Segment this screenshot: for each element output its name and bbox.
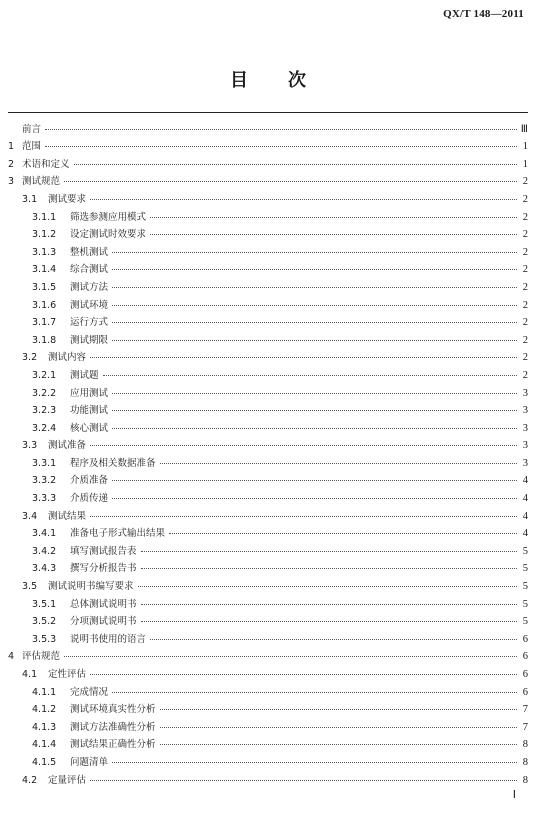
toc-entry-page: 3 <box>522 457 528 469</box>
toc-entry[interactable] <box>8 627 528 645</box>
toc-entry-page: 6 <box>522 686 528 698</box>
toc-entry[interactable] <box>8 152 528 170</box>
toc-entry-page: 1 <box>522 141 528 153</box>
toc-entry-page: 2 <box>522 352 528 364</box>
toc-entry-page: 6 <box>522 669 528 680</box>
dot-leader <box>45 146 517 147</box>
toc-entry-number: 3.4 <box>22 510 38 522</box>
toc-entry-number: 3.3.3 <box>32 493 57 505</box>
toc-entry-label: 总体测试说明书 <box>70 598 137 610</box>
toc-entry-label: 测试结果 <box>48 510 87 522</box>
toc-entry-page: 7 <box>522 704 528 716</box>
dot-leader <box>141 568 517 569</box>
toc-entry[interactable] <box>8 768 528 786</box>
dot-leader <box>64 656 517 657</box>
toc-entry-page: 8 <box>522 739 528 751</box>
toc-entry-label: 介质准备 <box>70 475 109 487</box>
standard-code: QX/T 148—2011 <box>443 8 524 20</box>
dot-leader <box>141 551 517 552</box>
toc-entry-label: 测试环境 <box>70 299 109 311</box>
toc-entry-label: 评估规范 <box>22 651 61 663</box>
toc-entry[interactable] <box>8 328 528 346</box>
dot-leader <box>160 744 517 745</box>
toc-entry[interactable] <box>8 381 528 399</box>
toc-entry-page: 2 <box>522 193 528 205</box>
toc-entry-label: 准备电子形式输出结果 <box>70 528 166 540</box>
toc-entry[interactable] <box>8 258 528 276</box>
toc-entry-number: 4.1.4 <box>32 739 57 751</box>
toc-entry-number: 3.5.3 <box>32 633 57 645</box>
toc-entry[interactable] <box>8 592 528 610</box>
dot-leader <box>160 463 517 464</box>
toc-entry-label: 说明书使用的语言 <box>70 633 147 645</box>
toc-entry[interactable] <box>8 680 528 698</box>
toc-entry-label: 定量评估 <box>48 774 87 786</box>
toc-entry-label: 应用测试 <box>70 387 109 399</box>
dot-leader <box>112 269 517 270</box>
toc-entry-page: 4 <box>522 493 528 505</box>
dot-leader <box>45 129 517 130</box>
toc-entry-label: 测试方法 <box>70 281 109 293</box>
toc-entry[interactable] <box>8 610 528 628</box>
toc-entry-number: 3.1.7 <box>32 317 57 329</box>
toc-entry-page: 2 <box>522 246 528 258</box>
dot-leader <box>141 621 517 622</box>
toc-entry[interactable] <box>8 434 528 452</box>
toc-entry-page: 2 <box>522 281 528 293</box>
page-title <box>0 66 536 92</box>
header-rule <box>8 112 528 113</box>
toc-entry-number: 3.1.3 <box>32 246 57 258</box>
toc-entry[interactable] <box>8 240 528 258</box>
toc-entry-number: 3.2 <box>22 352 38 364</box>
toc-entry-page: 3 <box>522 440 528 452</box>
toc-entry[interactable] <box>8 750 528 768</box>
toc-entry-number: 4.1.5 <box>32 756 57 768</box>
toc-entry-label: 填写测试报告表 <box>70 545 137 557</box>
toc-entry-number: 3.3 <box>22 440 38 452</box>
toc-entry-label: 测试环境真实性分析 <box>70 704 156 716</box>
toc-entry-label: 术语和定义 <box>22 158 70 170</box>
toc-entry-page: 2 <box>522 211 528 223</box>
toc-entry-page: 8 <box>522 774 528 786</box>
dot-leader <box>90 674 517 675</box>
toc-entry[interactable] <box>8 205 528 223</box>
toc-entry-page: 4 <box>522 475 528 487</box>
dot-leader <box>141 604 517 605</box>
toc-entry-label: 定性评估 <box>48 669 87 680</box>
toc-entry-page: 2 <box>522 229 528 241</box>
dot-leader <box>169 533 517 534</box>
toc-entry-number: 4.2 <box>22 774 38 786</box>
dot-leader <box>74 164 517 165</box>
toc-entry-page: 5 <box>522 598 528 610</box>
dot-leader <box>112 762 517 763</box>
toc-entry[interactable] <box>8 223 528 241</box>
dot-leader <box>90 199 517 200</box>
title-char-2: 次 <box>288 70 306 91</box>
toc-entry-number: 3.1.2 <box>32 229 57 241</box>
toc-entry-number: 4.1.1 <box>32 686 57 698</box>
toc-entry-label: 测试规范 <box>22 176 61 188</box>
toc-entry-number: 4 <box>8 651 15 663</box>
dot-leader <box>90 780 517 781</box>
toc-entry-label: 测试说明书编写要求 <box>48 581 134 593</box>
toc-entry-page: 5 <box>522 616 528 628</box>
toc-entry-number: 3.2.4 <box>32 422 57 434</box>
toc-entry-page: 2 <box>522 334 528 346</box>
toc-entry[interactable] <box>8 346 528 364</box>
toc-entry-number: 2 <box>8 158 15 170</box>
toc-entry-label: 综合测试 <box>70 264 109 276</box>
toc-entry[interactable] <box>8 645 528 663</box>
toc-entry-number: 3.5.2 <box>32 616 57 628</box>
toc-entry-label: 测试要求 <box>48 193 87 205</box>
toc-entry-number: 3.1.4 <box>32 264 57 276</box>
toc-entry-page: 5 <box>522 563 528 575</box>
toc-entry-label: 撰写分析报告书 <box>70 563 137 575</box>
dot-leader <box>112 480 517 481</box>
toc-entry-label: 测试结果正确性分析 <box>70 739 156 751</box>
dot-leader <box>103 375 517 376</box>
dot-leader <box>64 181 517 182</box>
dot-leader <box>112 498 517 499</box>
toc-entry-page: 5 <box>522 581 528 593</box>
toc-entry[interactable] <box>8 469 528 487</box>
toc-entry-number: 3.2.2 <box>32 387 57 399</box>
dot-leader <box>112 410 517 411</box>
toc-entry[interactable] <box>8 135 528 153</box>
dot-leader <box>150 639 517 640</box>
dot-leader <box>90 445 517 446</box>
toc-entry-label: 设定测试时效要求 <box>70 229 147 241</box>
toc-entry-label: 整机测试 <box>70 246 109 258</box>
toc-entry[interactable] <box>8 399 528 417</box>
dot-leader <box>112 393 517 394</box>
toc-entry-number: 4.1.3 <box>32 721 57 733</box>
toc-entry-number: 3.3.2 <box>32 475 57 487</box>
toc-entry-number: 3.1 <box>22 193 38 205</box>
toc-entry-number: 3.4.1 <box>32 528 57 540</box>
dot-leader <box>150 234 517 235</box>
toc-entry-number: 3.3.1 <box>32 457 57 469</box>
toc-entry[interactable] <box>8 363 528 381</box>
page-number: Ⅰ <box>512 789 516 801</box>
toc-entry-number: 3.2.3 <box>32 405 57 417</box>
dot-leader <box>150 217 517 218</box>
toc-entry-page: 3 <box>522 405 528 417</box>
toc-entry-page: 2 <box>522 317 528 329</box>
toc-entry-label: 完成情况 <box>70 686 109 698</box>
toc-entry-page: 6 <box>522 651 528 663</box>
toc-entry-number: 3.1.8 <box>32 334 57 346</box>
toc-entry-label: 测试期限 <box>70 334 109 346</box>
dot-leader <box>112 305 517 306</box>
dot-leader <box>90 516 517 517</box>
toc-entry-label: 测试准备 <box>48 440 87 452</box>
toc-entry-label: 测试内容 <box>48 352 87 364</box>
toc-entry-number: 3.4.3 <box>32 563 57 575</box>
toc-entry-page: 5 <box>522 545 528 557</box>
toc-entry-page: 2 <box>522 299 528 311</box>
toc-entry-number: 3.2.1 <box>32 369 57 381</box>
toc-entry-label: 程序及相关数据准备 <box>70 457 156 469</box>
toc-entry-label: 介质传递 <box>70 493 109 505</box>
toc-entry[interactable] <box>8 557 528 575</box>
dot-leader <box>160 727 517 728</box>
toc-entry-number: 3.4.2 <box>32 545 57 557</box>
toc-entry[interactable] <box>8 733 528 751</box>
toc-entry[interactable] <box>8 187 528 205</box>
toc-entry[interactable] <box>8 698 528 716</box>
toc-entry-page: 2 <box>522 369 528 381</box>
toc-entry-label: 范围 <box>22 141 42 153</box>
toc-entry-page: 3 <box>522 387 528 399</box>
toc-entry-page: 3 <box>522 422 528 434</box>
toc-entry-page: 2 <box>522 176 528 188</box>
toc-entry-label: 测试题 <box>70 369 99 381</box>
toc-entry[interactable] <box>8 416 528 434</box>
title-char-1: 目 <box>230 70 248 91</box>
toc-entry-number: 1 <box>8 141 15 153</box>
toc-entry-label: 分项测试说明书 <box>70 616 137 628</box>
toc-entry-label: 运行方式 <box>70 317 109 329</box>
table-of-contents <box>8 117 528 786</box>
toc-entry[interactable] <box>8 117 528 135</box>
toc-entry-page: 4 <box>522 510 528 522</box>
toc-entry-label: 问题清单 <box>70 756 109 768</box>
dot-leader <box>112 428 517 429</box>
toc-entry[interactable] <box>8 504 528 522</box>
dot-leader <box>138 586 517 587</box>
toc-entry[interactable] <box>8 275 528 293</box>
toc-entry[interactable] <box>8 293 528 311</box>
toc-entry-number: 3.5 <box>22 581 38 593</box>
toc-entry[interactable] <box>8 170 528 188</box>
dot-leader <box>112 252 517 253</box>
toc-entry-label: 前言 <box>22 123 42 135</box>
dot-leader <box>160 709 517 710</box>
toc-entry[interactable] <box>8 486 528 504</box>
toc-entry-number: 3 <box>8 176 15 188</box>
dot-leader <box>112 340 517 341</box>
toc-entry-page: 4 <box>522 528 528 540</box>
toc-entry-page: 7 <box>522 721 528 733</box>
toc-entry-number: 3.5.1 <box>32 598 57 610</box>
toc-entry-label: 测试方法准确性分析 <box>70 721 156 733</box>
toc-entry-page: Ⅲ <box>520 123 528 135</box>
toc-entry-label: 功能测试 <box>70 405 109 417</box>
toc-entry-page: 1 <box>522 158 528 170</box>
dot-leader <box>112 692 517 693</box>
toc-entry-page: 8 <box>522 756 528 768</box>
toc-entry-page: 6 <box>522 633 528 645</box>
toc-entry[interactable] <box>8 539 528 557</box>
toc-entry-number: 3.1.6 <box>32 299 57 311</box>
dot-leader <box>112 322 517 323</box>
toc-entry-number: 3.1.5 <box>32 281 57 293</box>
toc-entry-label: 筛选参测应用模式 <box>70 211 147 223</box>
toc-entry-number: 4.1.2 <box>32 704 57 716</box>
toc-entry-label: 核心测试 <box>70 422 109 434</box>
toc-entry[interactable] <box>8 662 528 680</box>
toc-entry-number: 4.1 <box>22 669 38 680</box>
toc-entry-number: 3.1.1 <box>32 211 57 223</box>
toc-entry-page: 2 <box>522 264 528 276</box>
toc-entry[interactable] <box>8 522 528 540</box>
toc-entry[interactable] <box>8 715 528 733</box>
dot-leader <box>90 357 517 358</box>
toc-entry[interactable] <box>8 574 528 592</box>
toc-entry[interactable] <box>8 311 528 329</box>
dot-leader <box>112 287 517 288</box>
toc-entry[interactable] <box>8 451 528 469</box>
